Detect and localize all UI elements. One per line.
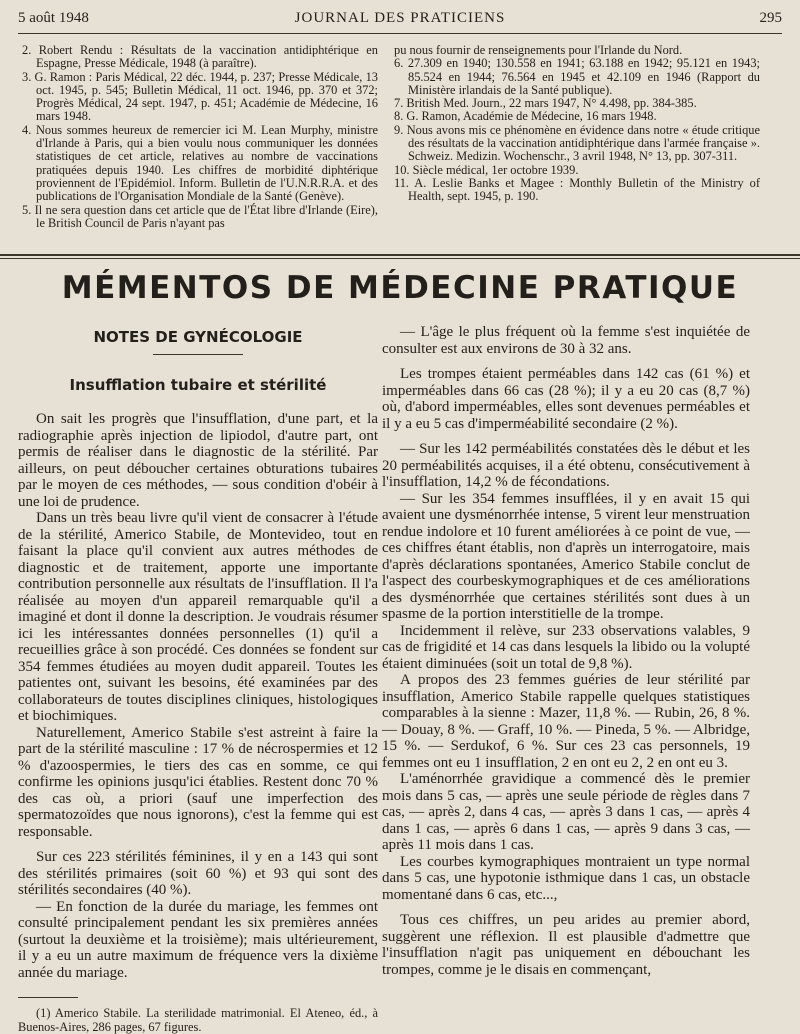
reference-note: 9. Nous avons mis ce phénomène en évidence dans notre « étude critique des résultats de la vaccination antidiphtérique dans l'armée française ». Schweiz. Medizin. Wochenschr., 3 avril 1948, N° 13, pp. 307-311. [394, 122, 760, 164]
reference-note: 4. Nous sommes heureux de remercier ici M. Lean Murphy, ministre d'Irlande à Paris, qui a bien voulu nous communiquer les données statistiques de cet article, relatives au nombre de vaccinations pratiquées depuis 1940. Les chiffres de morbidité diphtérique proviennent de l'Epidémiol. Inform. Bulletin de l'U.N.R.R.A. et des publications de l'Organisation Mondiale de la Santé (Genève). [22, 122, 378, 204]
section-title: NOTES DE GYNÉCOLOGIE [93, 328, 303, 346]
footnote: (1) Americo Stabile. La sterilidade matrimonial. El Ateneo, éd., à Buenos-Aires, 286 pages, 67 figures. [18, 1006, 378, 1034]
paragraph: — L'âge le plus fréquent où la femme s'est inquiétée de consulter est aux environs de 30 à 32 ans. [382, 324, 750, 357]
banner-rule [0, 254, 800, 256]
references-right-column [390, 44, 760, 204]
issue-date: 5 août 1948 [18, 10, 89, 26]
section-banner [0, 254, 800, 320]
page-header [18, 10, 782, 32]
paragraph: Sur ces 223 stérilités féminines, il y en a 143 qui sont des stérilités primaires (soit 60 %) et 93 qui sont des stérilités secondaires (40 %). [18, 849, 378, 898]
paragraph: Incidemment il relève, sur 233 observations valables, 9 cas de frigidité et 14 cas dans lesquels la libido ou la volupté étaient diminuées (soit un total de 9,8 %). [382, 622, 750, 672]
banner-heading: MÉMENTOS DE MÉDECINE PRATIQUE [61, 270, 739, 306]
reference-note: 11. A. Leslie Banks et Magee : Monthly Bulletin of the Ministry of Health, sept. 1945, p. 190. [394, 175, 760, 204]
article-title: Insufflation tubaire et stérilité [69, 375, 327, 394]
paragraph: — Sur les 142 perméabilités constatées dès le début et les 20 perméabilités acquises, il a été obtenu, consécutivement à l'insufflation, 14,2 % de fécondations. [382, 441, 750, 490]
journal-title: JOURNAL DES PRATICIENS [294, 10, 506, 26]
paragraph: Naturellement, Americo Stabile s'est astreint à faire la part de la stérilité masculine : 17 % de nécrospermies et 12 % d'azoospermies, le tiers des cas en somme, ce qui confirme les opinions jusqu'ici établies. Restent donc 70 % des cas où, a priori (sauf une imperfection des spermatozoïdes que nous ignorons), c'est la femme qui est responsable. [18, 724, 378, 840]
reference-note: 7. British Med. Journ., 22 mars 1947, N° 4.498, pp. 384-385. [394, 96, 697, 111]
reference-note: 10. Siècle médical, 1er octobre 1939. [394, 162, 579, 177]
paragraph: A propos des 23 femmes guéries de leur stérilité par insufflation, Americo Stabile rappelle quelques statistiques comparables à la sienne : Mazer, 11,8 %. — Rubin, 26, 8 %. — Douay, 8 %. — Graff, 10 %. — Pineda, 5 %. — Albridge, 15 %. — Serdukof, 6 %. Sur ces 23 cas personnels, 19 femmes ont eu 1 insufflation, 2 en ont eu 2, 2 en ont eu 3. [382, 672, 750, 771]
paragraph: — En fonction de la durée du mariage, les femmes ont consulté principalement pendant les six premières années (surtout la deuxième et la troisième); mais ultérieurement, il y a eu un autre maximum de fréquence vers la dixième année du mariage. [18, 898, 378, 981]
reference-note: 8. G. Ramon, Académie de Médecine, 16 mars 1948. [394, 109, 657, 124]
reference-note: 5. Il ne sera question dans cet article que de l'État libre d'Irlande (Eire), le British Council de Paris n'ayant pas [22, 202, 378, 230]
paragraph: Les trompes étaient perméables dans 142 cas (61 %) et imperméables dans 66 cas (28 %); il y a eu 20 cas (8,7 %) où, d'abord imperméables, elles sont devenues perméables et il y a eu 5 cas d'imperméabilité secondaire (2 %). [382, 366, 750, 432]
references-left-column [18, 44, 378, 230]
footnote-rule [18, 997, 78, 998]
article-left-column [18, 324, 378, 1034]
paragraph: Dans un très beau livre qu'il vient de consacrer à l'étude de la stérilité, Americo Stabile, de Montevideo, tout en faisant la place qu'il convient aux autres méthodes de diagnostic et de traitement, apporte une importante contribution personnelle aux résultats de l'insufflation. Il l'a réalisée au moyen d'un appareil remarquable qu'il a imaginé et dont il donne la description. Je voudrais résumer ici les intéressantes données personnelles (1) qu'il a recueillies grâce à son procédé. Ces données se fondent sur 354 femmes étudiées au moyen dudit appareil. Toutes les patientes ont, suivant les besoins, été examinées par des collaborateurs de toutes disciplines cliniques, histologiques et biochimiques. [18, 510, 378, 724]
article-right-column [382, 324, 750, 978]
header-rule [18, 33, 782, 34]
reference-note: 3. G. Ramon : Paris Médical, 22 déc. 1944, p. 237; Presse Médicale, 13 oct. 1945, p. 545; Bulletin Médical, 11 oct. 1946, pp. 370 et 372; Progrès Médical, 24 sept. 1947, p. 451; Académie de Médecine, 16 mars 1948. [22, 69, 378, 124]
paragraph: On sait les progrès que l'insufflation, d'une part, et la radiographie après injection de lipiodol, d'autre part, ont permis de réaliser dans le diagnostic de la stérilité. Par ailleurs, on peut déboucher certaines obturations tubaires par le moyen de ces méthodes, — sous condition d'obéir à une loi de prudence. [18, 411, 378, 510]
reference-note: pu nous fournir de renseignements pour l'Irlande du Nord. [394, 43, 683, 57]
page-number: 295 [759, 10, 782, 26]
paragraph: — Sur les 354 femmes insufflées, il y en avait 15 qui avaient une dysménorrhée intense, 5 virent leur menstruation rendue indolore et 10 furent améliorées à ce point de vue, — ces chiffres étant établis, non d'après un interrogatoire, mais d'après déclarations spontanées, Americo Stabile conclut de l'aspect des courbeskymographiques et de ces améliorations des dysménorrhée que certaines stérilités sont dues à un spasme de la portion interstitielle de la trompe. [382, 490, 750, 622]
reference-note: 6. 27.309 en 1940; 130.558 en 1941; 63.188 en 1942; 95.121 en 1943; 85.524 en 1944; 76.564 en 1945 et 42.109 en 1946 (Rapport du Ministère irlandais de la Santé publique). [394, 56, 760, 97]
paragraph: L'aménorrhée gravidique a commencé dès le premier mois dans 5 cas, — après une seule période de règles dans 7 cas, — après 2, dans 4 cas, — après 3 dans 1 cas, — après 4 dans 1 cas, — après 6 dans 1 cas, — après 9 dans 3 cas, — après 11 mois dans 1 cas. [382, 771, 750, 853]
paragraph: Tous ces chiffres, un peu arides au premier abord, suggèrent une réflexion. Il est plausible d'admettre que l'insufflation n'agit pas uniquement en débouchant les trompes, comme je le disais en commençant, [382, 912, 750, 978]
paragraph: Les courbes kymographiques montraient un type normal dans 5 cas, une hypotonie isthmique dans 1 cas, un obstacle momentané dans 6 cas, etc..., [382, 853, 750, 903]
section-rule [153, 354, 243, 355]
banner-rule [0, 258, 800, 259]
reference-note: 2. Robert Rendu : Résultats de la vaccination antidiphtérique en Espagne, Presse Médicale, 1948 (à paraître). [22, 43, 378, 71]
